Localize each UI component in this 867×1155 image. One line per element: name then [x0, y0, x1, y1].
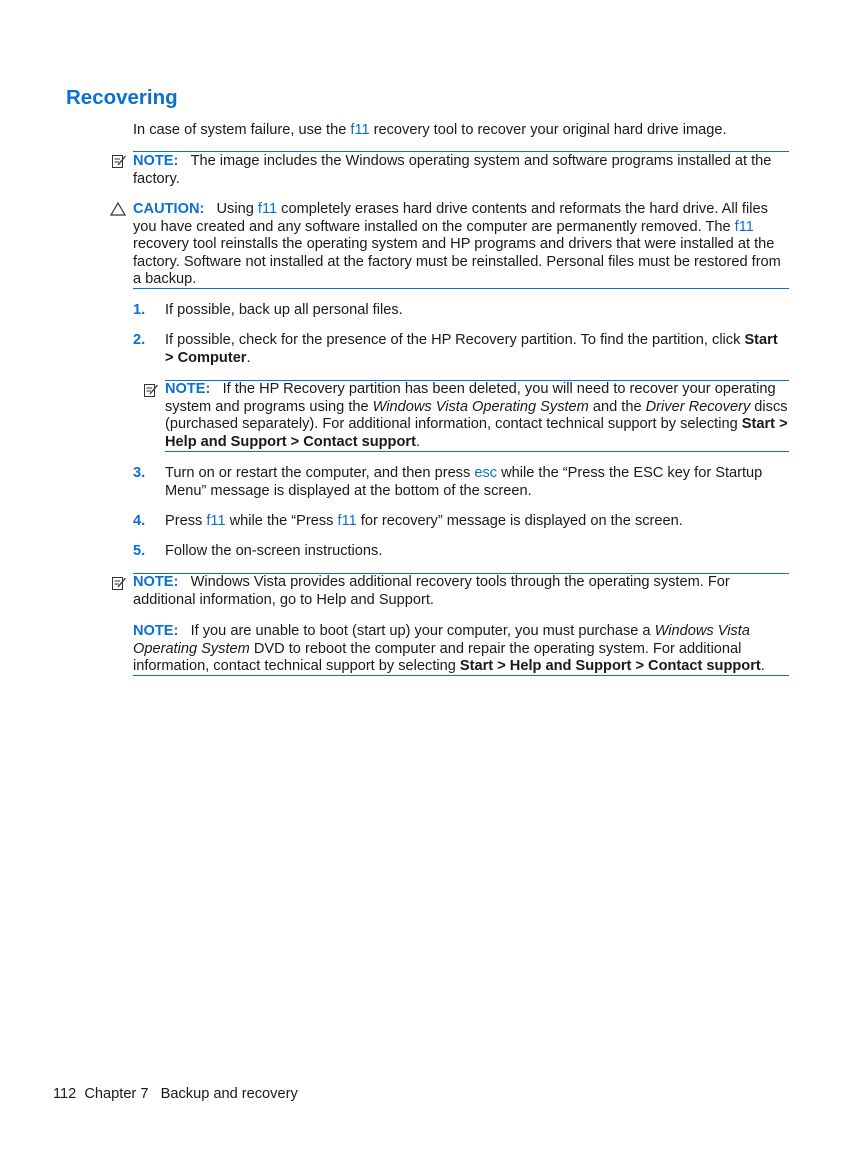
note-text: The image includes the Windows operating system and software programs installed at the factory. [133, 153, 772, 187]
intro-paragraph [133, 122, 793, 140]
caution-icon [110, 201, 126, 217]
product-name: Windows Vista Operating System [133, 623, 750, 657]
key-f11: f11 [350, 122, 370, 138]
menu-path: Start > Help and Support > Contact support [459, 658, 761, 675]
step-number: 4. [133, 513, 146, 529]
note-label: NOTE: [133, 153, 179, 169]
caution-rule-bottom [133, 288, 789, 289]
note-1 [133, 153, 793, 188]
note-rule-top [133, 151, 789, 152]
note-text-a: If you are unable to boot (start up) your computer, you must purchase a [190, 623, 655, 639]
page-number: 112 [53, 1086, 77, 1102]
step-2-end: . [246, 349, 251, 366]
menu-path: Start > Help and Support > Contact support [165, 416, 788, 450]
step-3-text-a: Turn on or restart the computer, and then press [165, 465, 475, 481]
note-label: NOTE: [165, 381, 211, 397]
key-f11: f11 [734, 218, 754, 235]
step-4-text-b: while the “Press [225, 513, 338, 529]
note-2 [133, 574, 763, 609]
key-f11: f11 [257, 201, 278, 217]
note-label: NOTE: [133, 623, 179, 639]
step-1: If possible, back up all personal files. [165, 302, 403, 318]
note-rule-bottom [133, 675, 789, 676]
chapter-title: Backup and recovery [160, 1086, 298, 1102]
caution-label: CAUTION: [133, 201, 205, 217]
chapter-label: Chapter 7 [84, 1086, 149, 1102]
product-name: Windows Vista Operating System [372, 398, 589, 415]
intro-text-a: In case of system failure, use the [133, 122, 351, 138]
note-text-b: and the [588, 398, 646, 415]
key-esc: esc [474, 465, 498, 481]
menu-path: Start > Computer [165, 332, 778, 366]
note-rule-bottom [165, 451, 789, 452]
intro-text-b: recovery tool to recover your original hard drive image. [369, 122, 727, 138]
caution-note [133, 201, 791, 289]
step-2-text: If possible, check for the presence of the HP Recovery partition. To find the partition, click [165, 332, 745, 348]
caution-text-c: recovery tool reinstalls the operating system and HP programs and drivers that were installed at the factory. Software not installed at the factory must be reinstalled. Personal files must be restored from a backup. [133, 236, 781, 288]
note-text-b: DVD to reboot the computer and repair the operating system. For additional information, contact technical support by selecting [133, 640, 742, 675]
step-4 [165, 513, 790, 531]
key-f11: f11 [206, 513, 226, 529]
note-icon [111, 153, 127, 169]
step-5: Follow the on-screen instructions. [165, 543, 383, 559]
page-footer [53, 1086, 298, 1104]
step-2 [165, 332, 790, 367]
note-3 [133, 623, 783, 676]
step-number: 1. [133, 302, 146, 318]
note-text-c: discs (purchased separately). For additional information, contact technical support by selecting [165, 398, 788, 433]
note-end: . [760, 658, 765, 675]
note-text: Windows Vista provides additional recovery tools through the operating system. For additional information, go to Help and Support. [133, 574, 730, 608]
note-icon [143, 382, 159, 398]
product-name: Driver Recovery [645, 398, 751, 415]
step-3 [165, 465, 775, 500]
note-end: . [415, 433, 420, 450]
caution-text-a: Using [216, 201, 258, 217]
note-label: NOTE: [133, 574, 179, 590]
note-icon [111, 575, 127, 591]
note-text-a: If the HP Recovery partition has been deleted, you will need to recover your operating system and programs using the [165, 381, 776, 415]
caution-text-b: completely erases hard drive contents and reformats the hard drive. All files you have created and any software installed on the computer are permanently removed. The [133, 201, 768, 235]
step-3-text-b: while the “Press the ESC key for Startup Menu” message is displayed at the bottom of the screen. [165, 465, 763, 499]
key-f11: f11 [337, 513, 357, 529]
step-4-text-a: Press [165, 513, 207, 529]
step-number: 5. [133, 543, 146, 559]
section-title: Recovering [66, 86, 178, 109]
step-2-note [165, 381, 791, 451]
step-4-text-c: for recovery” message is displayed on the screen. [356, 513, 683, 529]
step-number: 2. [133, 332, 146, 348]
step-number: 3. [133, 465, 146, 481]
